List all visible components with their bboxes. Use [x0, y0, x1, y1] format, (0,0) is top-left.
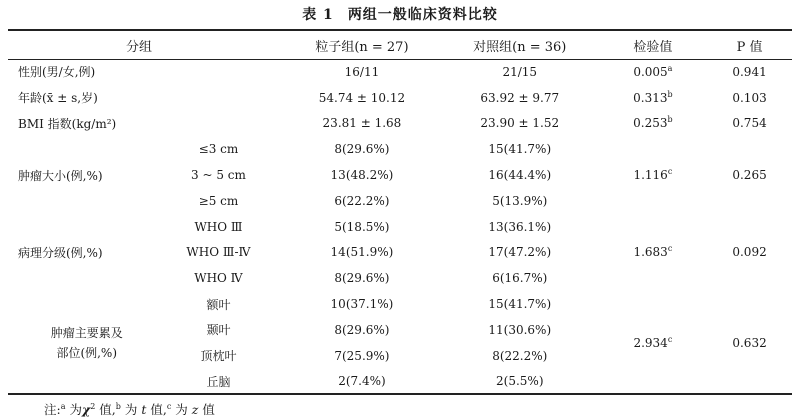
cell-granule: 5(18.5%) [334, 219, 390, 234]
cell-granule: 6(22.2%) [334, 193, 390, 208]
cell-test: 2.934$^c$ [633, 334, 673, 350]
cell-test: 0.005$^a$ [633, 63, 673, 79]
row-label-location: 肿瘤主要累及 部位(例,%) [50, 325, 123, 360]
cell-granule: 7(25.9%) [334, 348, 390, 363]
table-row [8, 111, 792, 137]
cell-control: 5(13.9%) [492, 193, 548, 208]
sub-label: WHO Ⅲ [194, 219, 243, 234]
sub-label: 颞叶 [206, 323, 231, 338]
cell-control: 13(36.1%) [488, 219, 552, 234]
cell-granule: 13(48.2%) [330, 168, 394, 183]
header-control: 对照组(n = 36) [473, 39, 567, 55]
cell-test: 0.253$^b$ [633, 115, 673, 131]
cell-p: 0.103 [732, 90, 767, 105]
cell-granule: 10(37.1%) [330, 297, 394, 312]
table-row [8, 59, 792, 85]
cell-control: 23.90 ± 1.52 [480, 116, 560, 131]
cell-control: 11(30.6%) [488, 322, 552, 337]
table-caption: 两组一般临床资料比较 [347, 7, 498, 23]
row-label-pathology: 病理分级(例,%) [18, 245, 103, 260]
header-test: 检验值 [633, 39, 673, 55]
cell-granule: 23.81 ± 1.68 [322, 116, 402, 131]
row-label: 年龄(x̄ ± s,岁) [18, 91, 98, 106]
cell-p: 0.754 [732, 116, 767, 131]
sub-label: ≥5 cm [198, 193, 239, 208]
cell-granule: 8(29.6%) [334, 271, 390, 286]
header-granule: 粒子组(n = 27) [315, 39, 409, 55]
sub-label: 额叶 [206, 297, 231, 312]
sub-label: ≤3 cm [198, 142, 239, 157]
table-row [8, 85, 792, 111]
cell-control: 21/15 [502, 64, 538, 79]
cell-test: 1.683$^c$ [633, 244, 673, 260]
table-title [0, 4, 800, 24]
cell-p: 0.632 [732, 335, 767, 350]
sub-label: 丘脑 [206, 374, 231, 389]
header-group: 分组 [126, 39, 153, 55]
table-footnote: 注:$^a$ 为$\chi^2$ 值,$^b$ 为 t 值,$^c$ 为 z 值 [44, 401, 215, 417]
table-row [8, 214, 792, 240]
cell-granule: 2(7.4%) [338, 374, 386, 389]
cell-granule: 54.74 ± 10.12 [318, 90, 406, 105]
cell-control: 63.92 ± 9.77 [480, 90, 560, 105]
row-label: BMI 指数(kg/m²) [18, 116, 117, 131]
cell-p: 0.265 [732, 168, 767, 183]
cell-control: 8(22.2%) [492, 348, 548, 363]
cell-test: 1.116$^c$ [633, 167, 673, 183]
sub-label: 3 ~ 5 cm [191, 168, 246, 183]
cell-granule: 14(51.9%) [330, 245, 394, 260]
cell-p: 0.092 [732, 245, 767, 260]
row-label-tumor-size: 肿瘤大小(例,%) [18, 168, 103, 183]
cell-granule: 16/11 [344, 64, 380, 79]
table-number: 表 1 [302, 7, 334, 23]
sub-label: WHO Ⅲ-Ⅳ [186, 245, 251, 260]
header-row [8, 31, 792, 59]
cell-granule: 8(29.6%) [334, 142, 390, 157]
header-p: P 值 [736, 39, 763, 55]
cell-control: 16(44.4%) [488, 168, 552, 183]
table-row [8, 136, 792, 162]
cell-control: 6(16.7%) [492, 271, 548, 286]
cell-p: 0.941 [732, 64, 767, 79]
cell-test: 0.313$^b$ [633, 89, 673, 105]
cell-control: 17(47.2%) [488, 245, 552, 260]
cell-control: 15(41.7%) [488, 142, 552, 157]
sub-label: WHO Ⅳ [194, 271, 243, 286]
sub-label: 顶枕叶 [200, 349, 237, 364]
cell-control: 15(41.7%) [488, 297, 552, 312]
table-row [8, 291, 792, 317]
cell-control: 2(5.5%) [496, 374, 544, 389]
row-label: 性别(男/女,例) [18, 65, 96, 80]
clinical-data-table [8, 31, 792, 394]
cell-granule: 8(29.6%) [334, 322, 390, 337]
